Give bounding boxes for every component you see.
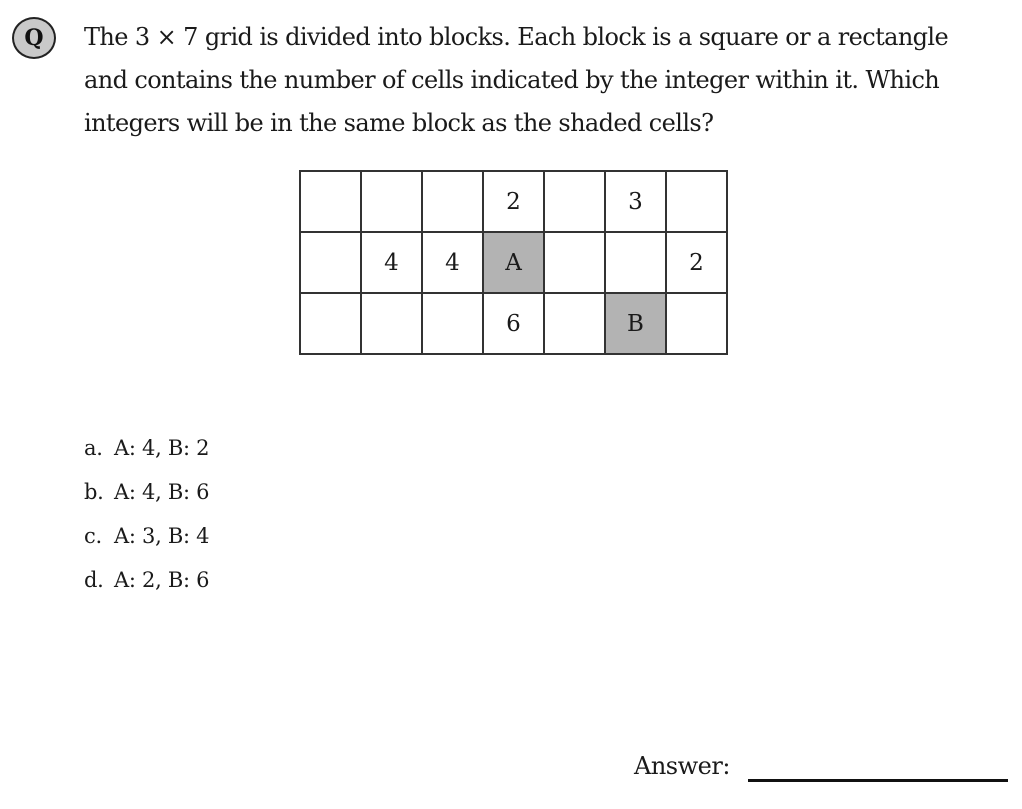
grid-cell: 4 <box>361 232 422 293</box>
grid-cell: 4 <box>422 232 483 293</box>
option-letter: b. <box>84 480 104 504</box>
grid-cell <box>300 293 361 354</box>
option-c[interactable] <box>84 514 209 558</box>
option-letter: d. <box>84 568 104 592</box>
option-letter: c. <box>84 524 102 548</box>
puzzle-grid <box>299 170 728 355</box>
answer-options <box>84 426 209 602</box>
grid-cell-shaded-b: B <box>605 293 666 354</box>
answer-blank-line[interactable] <box>748 779 1008 782</box>
grid-cell <box>300 171 361 232</box>
grid-cell: 2 <box>666 232 727 293</box>
answer-label: Answer: <box>634 752 730 780</box>
option-text: A: 4, B: 6 <box>114 480 210 504</box>
grid-cell <box>544 232 605 293</box>
option-a[interactable] <box>84 426 209 470</box>
question-badge <box>12 17 56 59</box>
grid-cell-shaded-a: A <box>483 232 544 293</box>
grid-row <box>300 232 727 293</box>
grid-cell <box>422 293 483 354</box>
grid-cell: 2 <box>483 171 544 232</box>
option-text: A: 4, B: 2 <box>114 436 210 460</box>
grid-cell <box>422 171 483 232</box>
option-letter: a. <box>84 436 103 460</box>
option-d[interactable] <box>84 558 209 602</box>
option-text: A: 2, B: 6 <box>114 568 210 592</box>
grid-cell <box>605 232 666 293</box>
grid-cell: 6 <box>483 293 544 354</box>
grid-row <box>300 171 727 232</box>
grid-cell <box>544 293 605 354</box>
grid-row <box>300 293 727 354</box>
question-text: The 3 × 7 grid is divided into blocks. Each block is a square or a rectangle and contains the number of cells indicated by the integer within it. Which integers will be in the same block as the shaded cells? <box>84 23 949 137</box>
grid-cell <box>300 232 361 293</box>
grid-cell <box>666 293 727 354</box>
question-badge-label: Q <box>24 25 44 51</box>
grid-cell: 3 <box>605 171 666 232</box>
option-b[interactable] <box>84 470 209 514</box>
grid-cell <box>544 171 605 232</box>
grid-cell <box>361 171 422 232</box>
grid-cell <box>666 171 727 232</box>
grid-cell <box>361 293 422 354</box>
option-text: A: 3, B: 4 <box>114 524 210 548</box>
